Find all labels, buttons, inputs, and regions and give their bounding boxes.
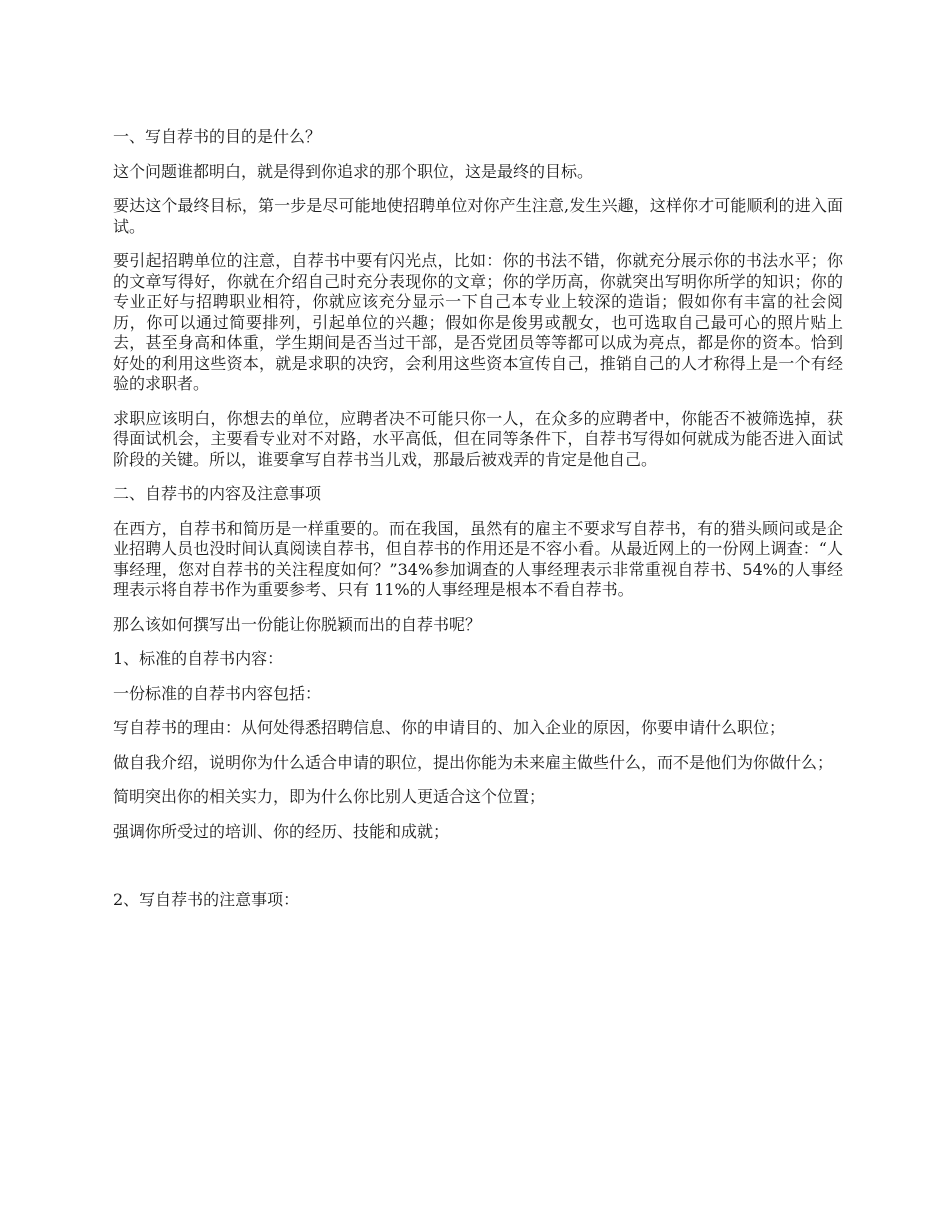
list-item: 写自荐书的理由：从何处得悉招聘信息、你的申请目的、加入企业的原因，你要申请什么职位； xyxy=(113,718,786,737)
section-heading: 一、写自荐书的目的是什么？ xyxy=(113,127,322,146)
list-item: 简明突出你的相关实力，即为什么你比别人更适合这个位置； xyxy=(113,787,546,806)
section-heading: 二、自荐书的内容及注意事项 xyxy=(113,484,322,503)
paragraph: 那么该如何撰写出一份能让你脱颖而出的自荐书呢？ xyxy=(113,614,482,634)
list-item: 强调你所受过的培训、你的经历、技能和成就； xyxy=(113,821,450,841)
paragraph: 一份标准的自荐书内容包括： xyxy=(113,683,322,703)
subsection-heading: 2、写自荐书的注意事项： xyxy=(113,890,300,909)
paragraph: 求职应该明白，你想去的单位，应聘者决不可能只你一人，在众多的应聘者中，你能否不被筛选掉，获得面试机会，主要看专业对不对路，水平高低，但在同等条件下，自荐书写得如何就成为能否进入面试阶段的关键。所以，谁要拿写自荐书当儿戏，那最后被戏弄的肯定是他自己。 xyxy=(113,408,843,469)
paragraph: 在西方，自荐书和简历是一样重要的。而在我国，虽然有的雇主不要求写自荐书，有的猎头顾问或是企业招聘人员也没时间认真阅读自荐书，但自荐书的作用还是不容小看。从最近网上的一份网上调查：“人事经理，您对自荐书的关注程度如何？”34%参加调查的人事经理表示非常重视自荐书、54%的人事经理表示将自荐书作为重要参考、只有 11%的人事经理是根本不看自荐书。 xyxy=(113,518,843,599)
document-body xyxy=(113,127,843,925)
subsection-heading: 1、标准的自荐书内容： xyxy=(113,649,284,668)
paragraph: 要引起招聘单位的注意，自荐书中要有闪光点，比如：你的书法不错，你就充分展示你的书法水平；你的文章写得好，你就在介绍自己时充分表现你的文章；你的学历高，你就突出写明你所学的知识；你的专业正好与招聘职业相符，你就应该充分显示一下自己本专业上较深的造诣；假如你有丰富的社会阅历，你可以通过简要排列，引起单位的兴趣；假如你是俊男或靓女，也可选取自己最可心的照片贴上去，甚至身高和体重，学生期间是否当过干部，是否党团员等等都可以成为亮点，都是你的资本。恰到好处的利用这些资本，就是求职的决窍，会利用这些资本宣传自己，推销自己的人才称得上是一个有经验的求职者。 xyxy=(113,251,843,393)
list-item: 做自我介绍，说明你为什么适合申请的职位，提出你能为未来雇主做些什么，而不是他们为你做什么； xyxy=(113,752,834,772)
paragraph: 这个问题谁都明白，就是得到你追求的那个职位，这是最终的目标。 xyxy=(113,161,594,181)
paragraph: 要达这个最终目标，第一步是尽可能地使招聘单位对你产生注意,发生兴趣，这样你才可能顺利的进入面试。 xyxy=(113,196,843,236)
